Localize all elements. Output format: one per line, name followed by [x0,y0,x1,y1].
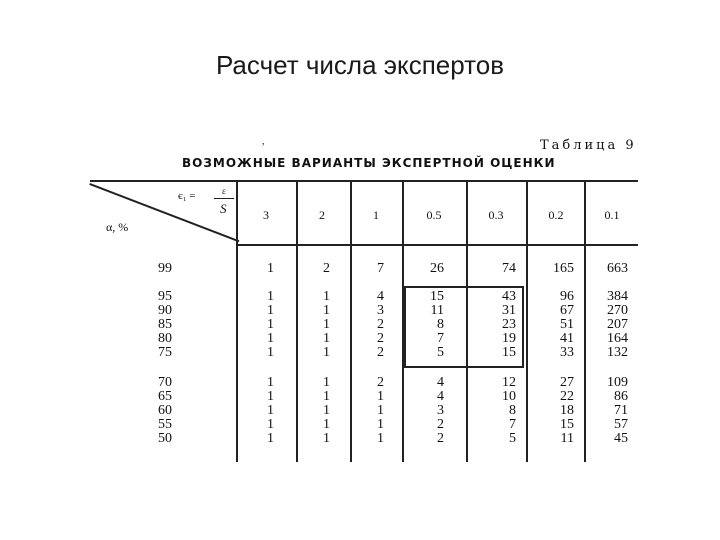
column-header: 0.5 [426,208,442,222]
table-cell: 8 [437,317,444,332]
column-header: 3 [263,208,269,222]
table-cell: 1 [323,417,330,432]
table-cell: 663 [607,261,628,276]
table-cell: 1 [267,317,274,332]
row-alpha: 55 [158,417,172,432]
table-cell: 45 [614,431,628,446]
corner-frac-bar [214,198,234,199]
table-cell: 1 [323,389,330,404]
scan-mark: , [262,136,265,147]
row-alpha: 75 [158,345,172,360]
table-cell: 384 [607,289,628,304]
table-cell: 164 [607,331,628,346]
table-cell: 1 [267,331,274,346]
table-cell: 165 [553,261,574,276]
row-alpha: 80 [158,331,172,346]
table-cell: 10 [502,389,516,404]
table-cell: 1 [377,417,384,432]
column-header: 0.1 [604,208,620,222]
table-cell: 7 [509,417,516,432]
table-heading: ВОЗМОЖНЫЕ ВАРИАНТЫ ЭКСПЕРТНОЙ ОЦЕНКИ [182,156,556,170]
table-cell: 19 [502,331,516,346]
table-cell: 1 [323,317,330,332]
table-cell: 3 [437,403,444,418]
table-cell: 1 [323,403,330,418]
table-cell: 18 [560,403,574,418]
table-cell: 41 [560,331,574,346]
table-cell: 33 [560,345,574,360]
table-cell: 86 [614,389,628,404]
table-cell: 132 [607,345,628,360]
table-cell: 1 [377,403,384,418]
row-alpha: 85 [158,317,172,332]
table-cell: 1 [377,431,384,446]
table-cell: 51 [560,317,574,332]
table-cell: 2 [437,431,444,446]
column-header: 0.2 [548,208,564,222]
table-cell: 67 [560,303,574,318]
corner-frac-numerator: ε [222,186,226,196]
table-cell: 109 [607,375,628,390]
table-cell: 8 [509,403,516,418]
table-cell: 71 [614,403,628,418]
row-alpha: 50 [158,431,172,446]
table-cell: 1 [323,303,330,318]
column-header: 2 [319,208,325,222]
corner-frac-denominator: S [220,201,227,216]
corner-epsilon-label: є₁ = [178,190,196,202]
row-alpha: 90 [158,303,172,318]
table-cell: 4 [437,375,444,390]
table-cell: 270 [607,303,628,318]
col-rule-5 [526,182,528,462]
table-cell: 23 [502,317,516,332]
table-cell: 1 [323,345,330,360]
table-cell: 1 [267,261,274,276]
table-cell: 1 [377,389,384,404]
table-cell: 31 [502,303,516,318]
table-cell: 74 [502,261,516,276]
table-cell: 207 [607,317,628,332]
table-cell: 12 [502,375,516,390]
col-rule-0 [236,182,238,462]
table-cell: 4 [377,289,384,304]
table-cell: 4 [437,389,444,404]
table-cell: 11 [430,303,444,318]
row-alpha: 95 [158,289,172,304]
column-header: 1 [373,208,379,222]
row-alpha: 60 [158,403,172,418]
column-header: 0.3 [488,208,504,222]
table-cell: 15 [430,289,444,304]
table-cell: 22 [560,389,574,404]
row-alpha: 65 [158,389,172,404]
table-label: Таблица 9 [540,138,637,153]
table-cell: 2 [377,375,384,390]
table-cell: 5 [509,431,516,446]
table-cell: 1 [323,331,330,346]
table-cell: 43 [502,289,516,304]
table-cell: 2 [377,317,384,332]
col-rule-2 [350,182,352,462]
table-cell: 96 [560,289,574,304]
table-cell: 11 [560,431,574,446]
table-cell: 2 [437,417,444,432]
table-cell: 1 [267,289,274,304]
table-cell: 2 [377,345,384,360]
table-cell: 15 [502,345,516,360]
table-cell: 26 [430,261,444,276]
col-rule-6 [584,182,586,462]
table-cell: 7 [437,331,444,346]
table-cell: 27 [560,375,574,390]
table-cell: 1 [267,417,274,432]
header-top-rule [90,180,638,182]
table-cell: 1 [267,431,274,446]
table-cell: 1 [323,375,330,390]
table-cell: 1 [267,345,274,360]
table-cell: 57 [614,417,628,432]
table-cell: 5 [437,345,444,360]
slide-title: Расчет числа экспертов [215,50,505,80]
table-cell: 7 [377,261,384,276]
table-cell: 2 [323,261,330,276]
table-cell: 1 [267,375,274,390]
table-cell: 1 [267,389,274,404]
table-cell: 1 [323,431,330,446]
corner-alpha-label: α, % [106,220,129,234]
table-cell: 1 [267,303,274,318]
table-cell: 1 [323,289,330,304]
row-alpha: 99 [158,261,172,276]
table-cell: 3 [377,303,384,318]
table-cell: 15 [560,417,574,432]
table-cell: 1 [267,403,274,418]
row-alpha: 70 [158,375,172,390]
table-cell: 2 [377,331,384,346]
col-rule-1 [296,182,298,462]
